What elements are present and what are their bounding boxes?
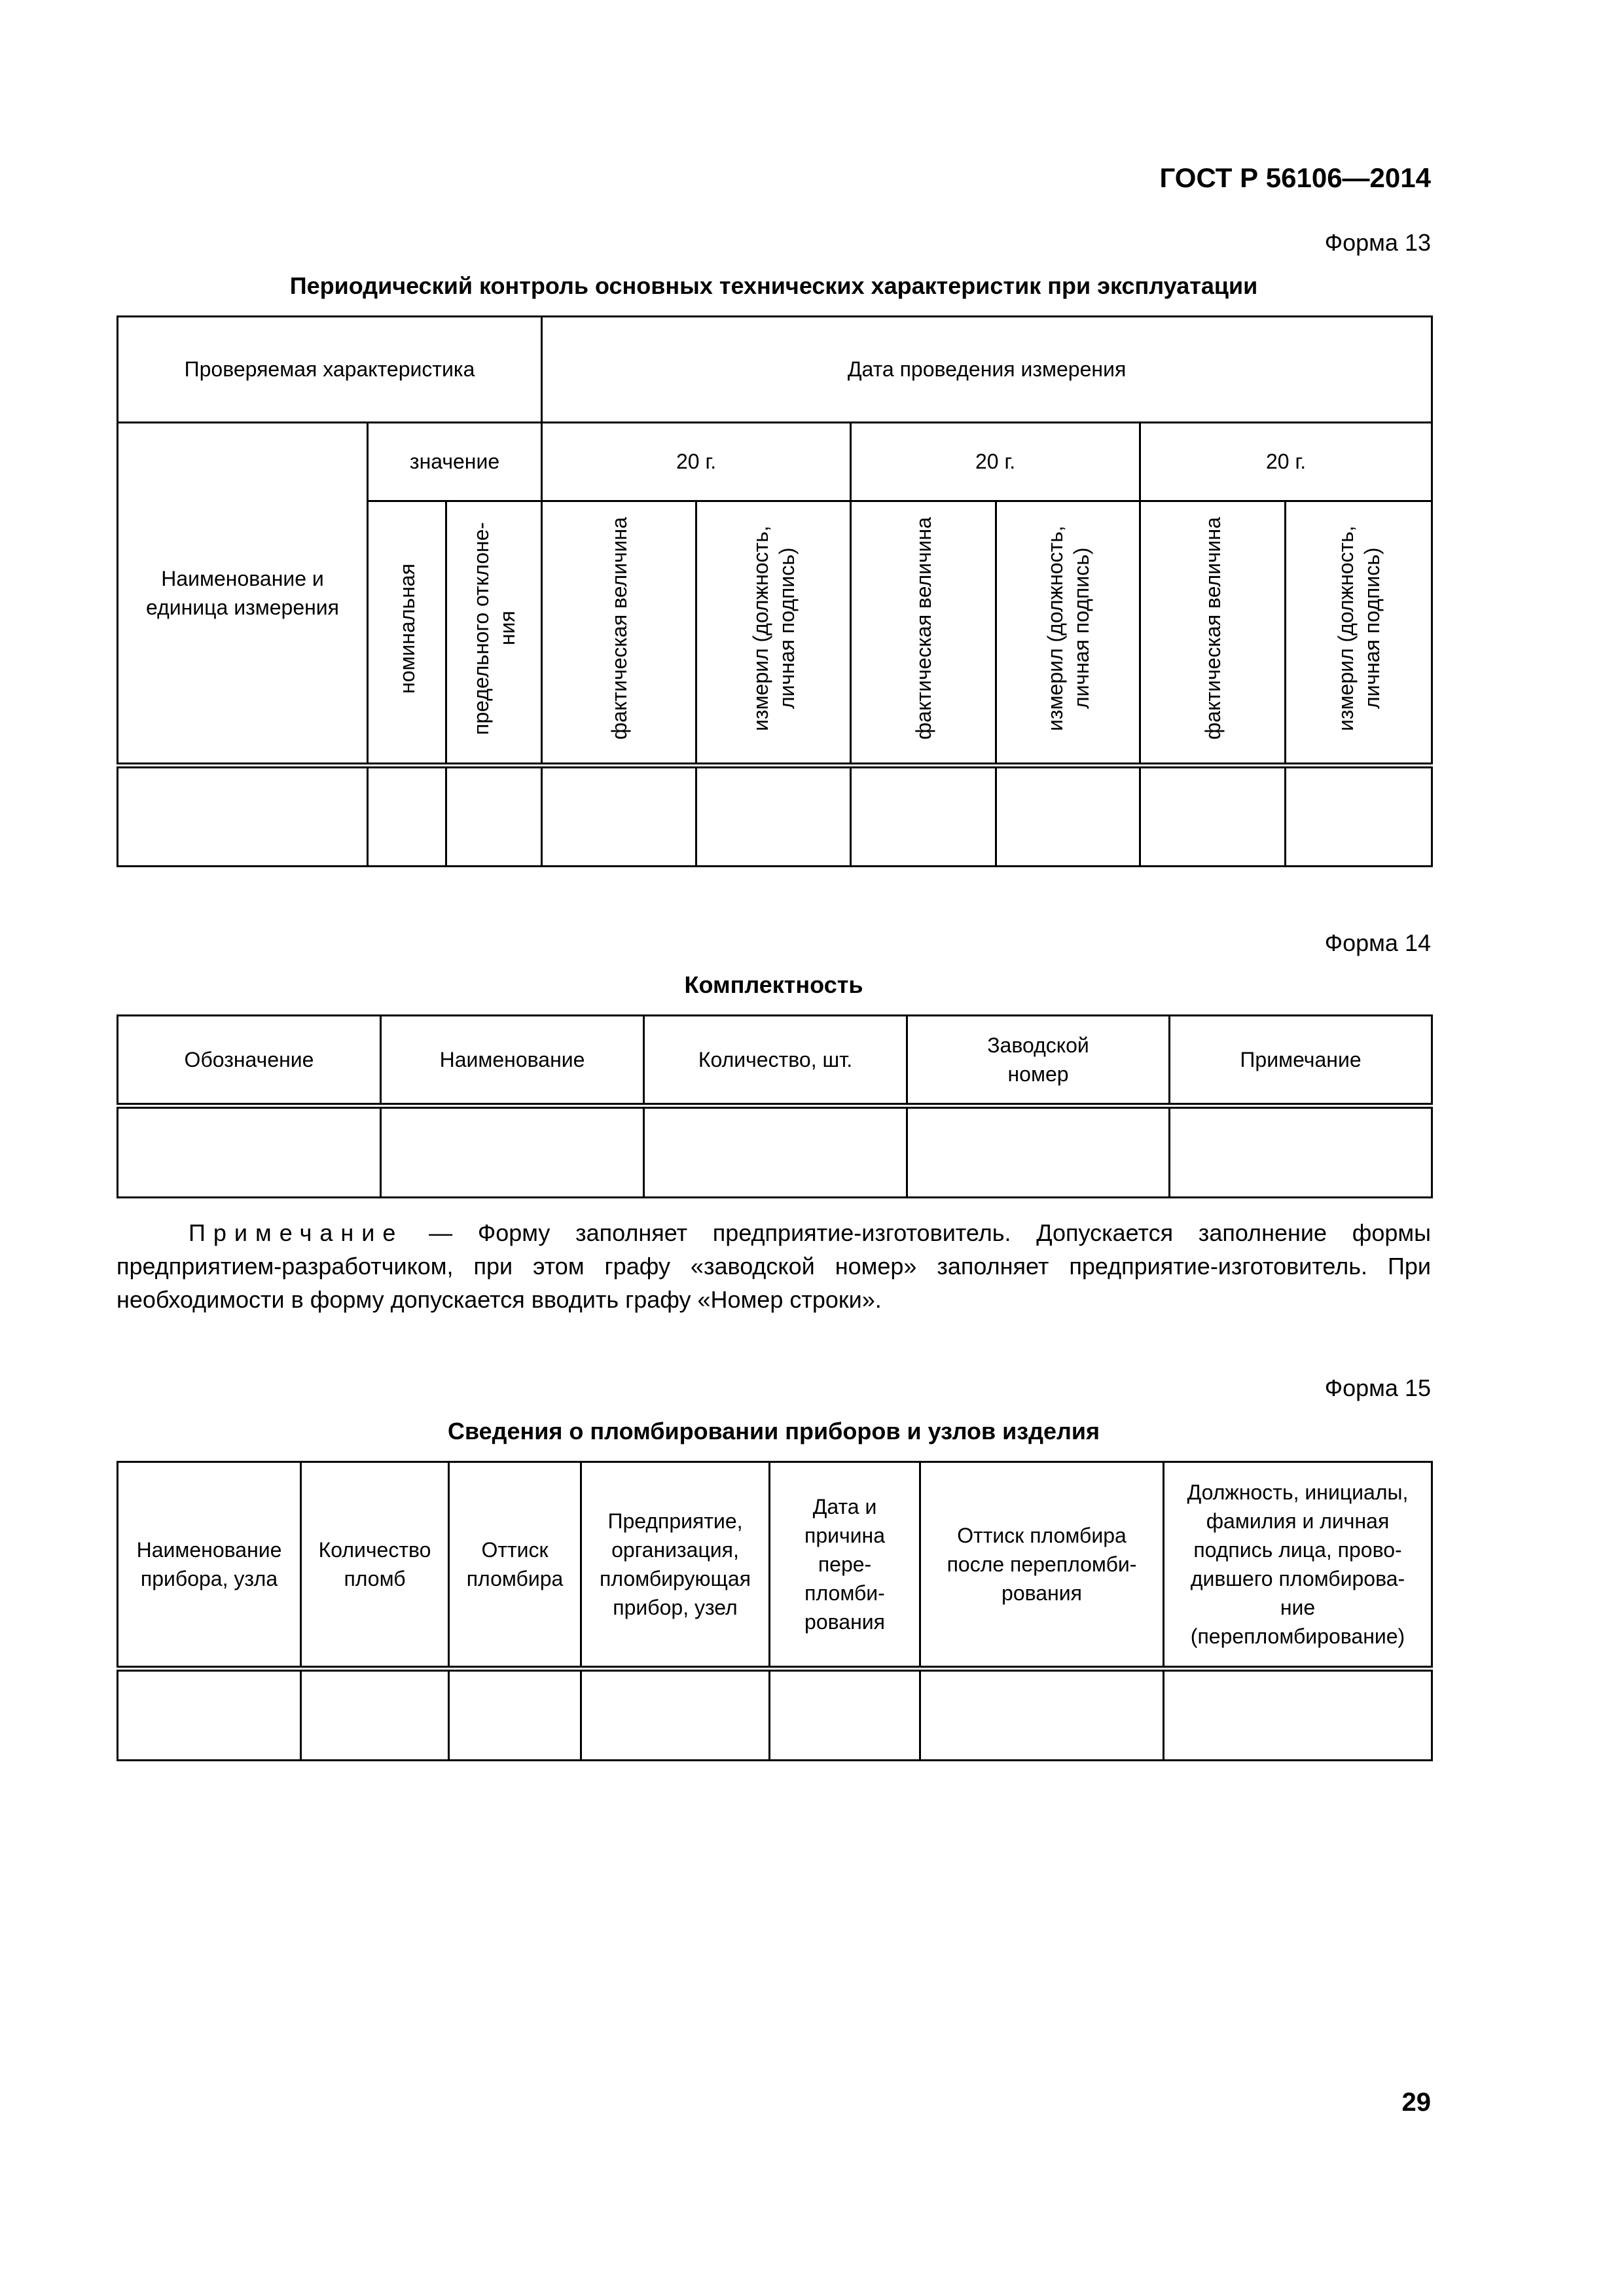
header-name: Наименование [381, 1016, 644, 1106]
table-cell [644, 1106, 907, 1198]
header-imprint-after-resealing: Оттиск пломбира после перепломби-рования [920, 1462, 1164, 1669]
table-cell [581, 1669, 770, 1761]
table-cell [118, 1669, 301, 1761]
table-cell [118, 766, 368, 867]
header-actual-value-1: фактическая величина [542, 501, 696, 766]
form-13-title: Периодический контроль основных технических характеристик при эксплуатации [289, 272, 1258, 299]
form-14-table [117, 1014, 1433, 1198]
header-designation: Обозначение [118, 1016, 381, 1106]
table-cell [118, 1106, 381, 1198]
table-cell [542, 766, 696, 867]
table-cell [1286, 766, 1432, 867]
table-cell [1170, 1106, 1432, 1198]
table-row [118, 1106, 1432, 1198]
table-cell [907, 1106, 1170, 1198]
header-year-2: 20 г. [851, 423, 1140, 501]
header-checked-characteristic: Проверяемая характеристика [118, 317, 542, 423]
table-cell [920, 1669, 1164, 1761]
table-cell [368, 766, 446, 867]
document-code: ГОСТ Р 56106—2014 [1159, 162, 1431, 193]
header-value: значение [368, 423, 542, 501]
table-row [118, 1669, 1432, 1761]
header-remark: Примечание [1170, 1016, 1432, 1106]
header-sealer-signature: Должность, инициалы, фамилия и личная подпись лица, прово-дившего пломбирова-ние (перепломбирование) [1164, 1462, 1432, 1669]
header-measured-by-1: измерил (должность, личная подпись) [696, 501, 851, 766]
table-cell [996, 766, 1140, 867]
note-text: — Форму заполняет предприятие-изготовитель. Допускается заполнение формы предприятием-разработчиком, при этом графу «заводской номер» заполняет предприятие-изготовитель. При необходимости в форму допускается вводить графу «Номер строки». [117, 1219, 1431, 1314]
header-seal-imprint: Оттиск пломбира [449, 1462, 581, 1669]
header-measurement-date: Дата проведения измерения [542, 317, 1432, 423]
header-tolerance: предельного отклоне-ния [446, 501, 542, 766]
header-measured-by-2: измерил (должность, личная подпись) [996, 501, 1140, 766]
note-lead: Примечание [189, 1219, 404, 1246]
table-cell [1140, 766, 1286, 867]
table-row [118, 766, 1432, 867]
header-seal-count: Количество пломб [301, 1462, 449, 1669]
form-13-table [117, 315, 1433, 867]
table-cell [449, 1669, 581, 1761]
header-actual-value-3: фактическая величина [1140, 501, 1286, 766]
header-serial-number: Заводской номер [907, 1016, 1170, 1106]
header-resealing-date-reason: Дата и причина пере-пломби-рования [770, 1462, 920, 1669]
header-sealing-organization: Предприятие, организация, пломбирующая прибор, узел [581, 1462, 770, 1669]
form-14-note [117, 1216, 1431, 1316]
header-year-1: 20 г. [542, 423, 851, 501]
table-cell [1164, 1669, 1432, 1761]
form-15-table [117, 1461, 1433, 1761]
header-name-and-unit: Наименование и единица измерения [118, 423, 368, 766]
header-quantity: Количество, шт. [644, 1016, 907, 1106]
page-number: 29 [1401, 2088, 1431, 2117]
table-cell [696, 766, 851, 867]
header-measured-by-3: измерил (должность, личная подпись) [1286, 501, 1432, 766]
table-cell [770, 1669, 920, 1761]
header-year-3: 20 г. [1140, 423, 1432, 501]
table-cell [851, 766, 996, 867]
form-14-title: Комплектность [684, 971, 863, 998]
form-15-title: Сведения о пломбировании приборов и узлов изделия [448, 1418, 1100, 1444]
header-actual-value-2: фактическая величина [851, 501, 996, 766]
form-13-label: Форма 13 [1324, 229, 1431, 256]
table-cell [301, 1669, 449, 1761]
table-cell [381, 1106, 644, 1198]
header-nominal: номинальная [368, 501, 446, 766]
form-15-label: Форма 15 [1324, 1374, 1431, 1401]
header-device-name: Наименование прибора, узла [118, 1462, 301, 1669]
table-cell [446, 766, 542, 867]
form-14-label: Форма 14 [1324, 929, 1431, 956]
